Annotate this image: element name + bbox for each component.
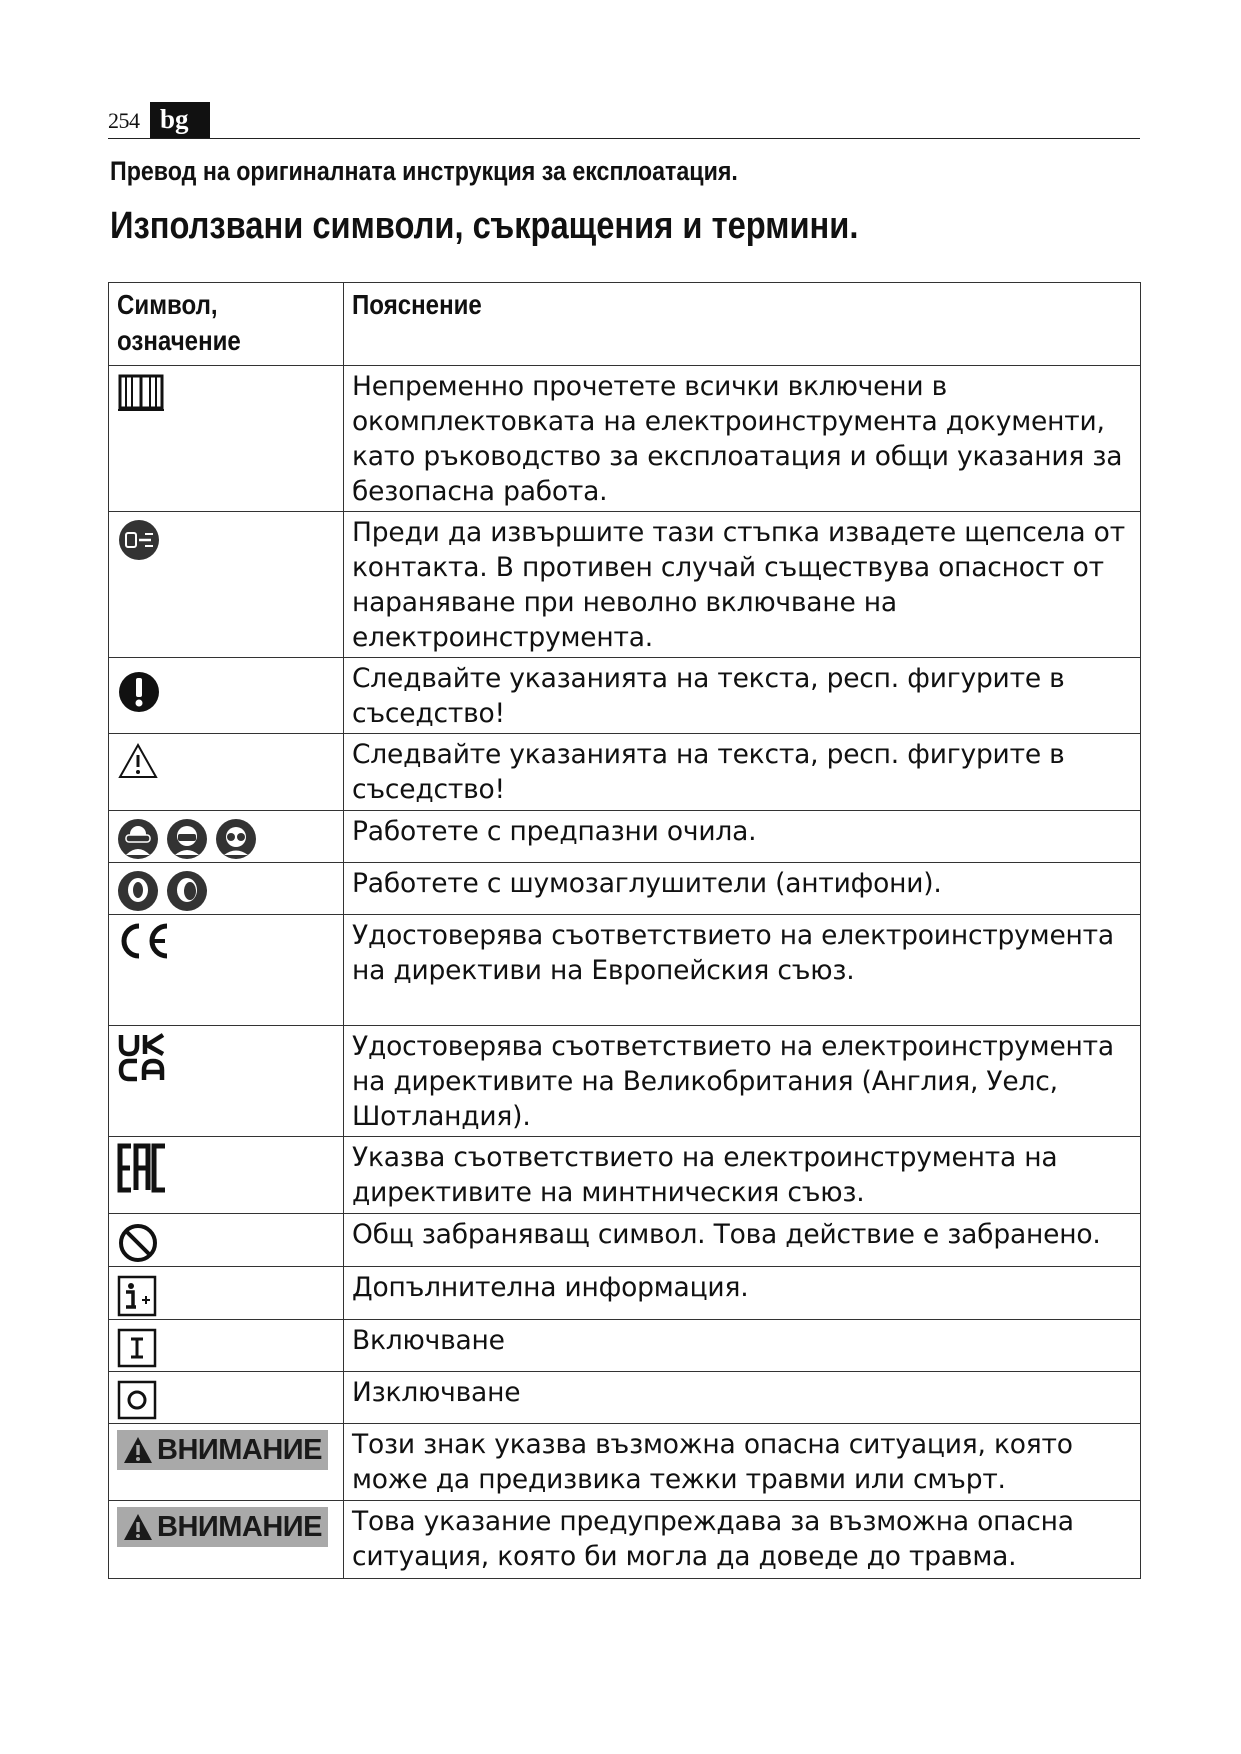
ear-protection-icon xyxy=(117,869,209,913)
row-text: Следвайте указанията на текста, респ. фигурите в съседство! xyxy=(344,658,1141,734)
safety-glasses-icon xyxy=(117,817,257,861)
warning-triangle-icon xyxy=(123,1436,153,1464)
row-text: Изключване xyxy=(344,1372,1141,1424)
warning-triangle-icon xyxy=(123,1513,153,1541)
table-row xyxy=(109,863,1141,915)
table-row xyxy=(109,1320,1141,1372)
prohibition-icon xyxy=(117,1222,159,1264)
warning-label xyxy=(117,1430,328,1470)
row-text: Включване xyxy=(344,1320,1141,1372)
unplug-icon xyxy=(117,518,161,562)
column-header-symbol-line1: Символ, xyxy=(117,289,218,320)
language-badge: bg xyxy=(150,102,210,138)
row-text: Това указание предупреждава за възможна опасна ситуация, която би могла да доведе до травма. xyxy=(344,1501,1141,1579)
table-row xyxy=(109,1267,1141,1320)
eac-mark-icon xyxy=(117,1143,169,1193)
table-header-row xyxy=(109,283,1141,366)
column-header-symbol xyxy=(109,283,344,366)
exclamation-circle-icon xyxy=(117,670,161,714)
column-header-symbol-line2: означение xyxy=(117,325,241,356)
document-subtitle: Превод на оригиналната инструкция за експлоатация. xyxy=(110,156,738,186)
row-text: Преди да извършите тази стъпка извадете щепсела от контакта. В противен случай съществува опасност от нараняване при неволно включване на електроинструмента. xyxy=(344,512,1141,658)
power-off-icon xyxy=(117,1380,157,1420)
table-row xyxy=(109,1501,1141,1579)
table-row xyxy=(109,512,1141,658)
row-text: Общ забраняващ символ. Това действие е забранено. xyxy=(344,1214,1141,1267)
table-row xyxy=(109,734,1141,811)
table-row xyxy=(109,1137,1141,1214)
table-row xyxy=(109,811,1141,863)
row-text: Следвайте указанията на текста, респ. фигурите в съседство! xyxy=(344,734,1141,811)
ce-mark-icon xyxy=(117,921,173,961)
page-number: 254 xyxy=(108,108,140,133)
caution-label-text: ВНИМАНИЕ xyxy=(157,1510,322,1543)
table-row xyxy=(109,658,1141,734)
warning-label-text: ВНИМАНИЕ xyxy=(157,1433,322,1466)
row-text: Удостоверява съответствието на електроинструмента на директиви на Европейския съюз. xyxy=(344,915,1141,1026)
row-text: Този знак указва възможна опасна ситуация, която може да предизвика тежки травми или смърт. xyxy=(344,1424,1141,1501)
table-row xyxy=(109,1026,1141,1137)
table-row xyxy=(109,1372,1141,1424)
row-text: Указва съответствието на електроинструмента на директивите на минтническия съюз. xyxy=(344,1137,1141,1214)
table-row xyxy=(109,1214,1141,1267)
power-on-icon xyxy=(117,1328,157,1368)
page-title: Използвани символи, съкращения и термини. xyxy=(110,205,859,247)
row-text: Непременно прочетете всички включени в окомплектовката на електроинструмента документи, като ръководство за експлоатация и общи указания за безопасна работа. xyxy=(344,366,1141,512)
row-text: Работете с предпазни очила. xyxy=(344,811,1141,863)
table-row xyxy=(109,366,1141,512)
warning-triangle-icon xyxy=(117,742,159,780)
row-text: Допълнителна информация. xyxy=(344,1267,1141,1320)
symbols-table xyxy=(108,282,1141,1579)
ukca-mark-icon xyxy=(117,1032,169,1084)
column-header-explanation: Пояснение xyxy=(344,283,1141,366)
read-manual-icon xyxy=(117,372,165,412)
table-row xyxy=(109,915,1141,1026)
row-text: Работете с шумозаглушители (антифони). xyxy=(344,863,1141,915)
table-row xyxy=(109,1424,1141,1501)
row-text: Удостоверява съответствието на електроинструмента на директивите на Великобритания (Англия, Уелс, Шотландия). xyxy=(344,1026,1141,1137)
caution-label xyxy=(117,1507,328,1547)
info-plus-icon xyxy=(117,1275,157,1317)
page-header xyxy=(108,100,1140,139)
